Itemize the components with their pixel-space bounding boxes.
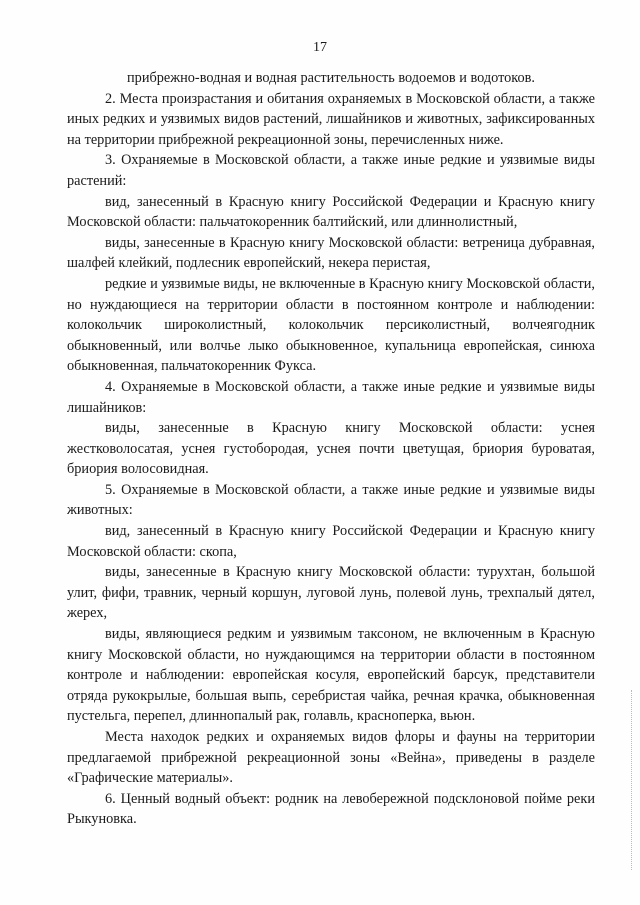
- paragraph-plants-federal: вид, занесенный в Красную книгу Российской Федерации и Красную книгу Московской области: пальчатокоренник балтийский, или длиннолистный,: [67, 193, 595, 231]
- paragraph-item-5: 5. Охраняемые в Московской области, а также иные редкие и уязвимые виды животных:: [67, 481, 595, 519]
- paragraph-item-3: 3. Охраняемые в Московской области, а также иные редкие и уязвимые виды растений:: [67, 152, 595, 189]
- paragraph-locations: Места находок редких и охраняемых видов флоры и фауны на территории предлагаемой прибрежной рекреационной зоны «Вейна», приведены в разделе «Графические материалы».: [67, 729, 595, 787]
- paragraph-continuation: прибрежно-водная и водная растительность водоемов и водотоков.: [127, 70, 535, 86]
- page-number: 17: [313, 40, 327, 55]
- paragraph-animals-rare: виды, являющиеся редким и уязвимым таксоном, не включенным в Красную книгу Московской области, но нуждающимся на территории области в постоянном контроле и наблюдении: европейская косуля, европейский барсук, представители отряда рукокрылые, большая выпь, серебристая чайка, речная крачка, обыкновенная пустельга, перепел, длиннопалый рак, голавль, красноперка, вьюн.: [67, 626, 595, 725]
- paragraph-plants-regional: виды, занесенные в Красную книгу Московской области: ветреница дубравная, шалфей клейкий, подлесник европейский, некера перистая,: [67, 234, 595, 272]
- paragraph-lichens-regional: виды, занесенные в Красную книгу Московской области: уснея жестковолосатая, уснея густобородая, уснея почти цветущая, бриория буроватая, бриория волосовидная.: [67, 420, 595, 478]
- scan-edge-mark: [631, 690, 636, 870]
- paragraph-plants-rare: редкие и уязвимые виды, не включенные в Красную книгу Московской области, но нуждающиеся на территории области в постоянном контроле и наблюдении: колокольчик широколистный, колокольчик персиколистный, волчеягодник обыкновенный, или волчье лыко обыкновенное, купальница европейская, синюха обыкновенная, пальчатокоренник Фукса.: [67, 275, 595, 375]
- paragraph-animals-federal: вид, занесенный в Красную книгу Российской Федерации и Красную книгу Московской области: скопа,: [67, 523, 595, 560]
- paragraph-item-2: 2. Места произрастания и обитания охраняемых в Московской области, а также иных редких и уязвимых видов растений, лишайников и животных, зафиксированных на территории прибрежной рекреационной зоны, перечисленных ниже.: [67, 90, 595, 148]
- paragraph-animals-regional: виды, занесенные в Красную книгу Московской области: турухтан, большой улит, фифи, травник, черный коршун, луговой лунь, полевой лунь, трехпалый дятел, жерех,: [67, 564, 595, 622]
- document-body: [67, 68, 595, 830]
- paragraph-item-4: 4. Охраняемые в Московской области, а также иные редкие и уязвимые виды лишайников:: [67, 378, 595, 416]
- paragraph-item-6: 6. Ценный водный объект: родник на левобережной подсклоновой пойме реки Рыкуновка.: [67, 790, 595, 828]
